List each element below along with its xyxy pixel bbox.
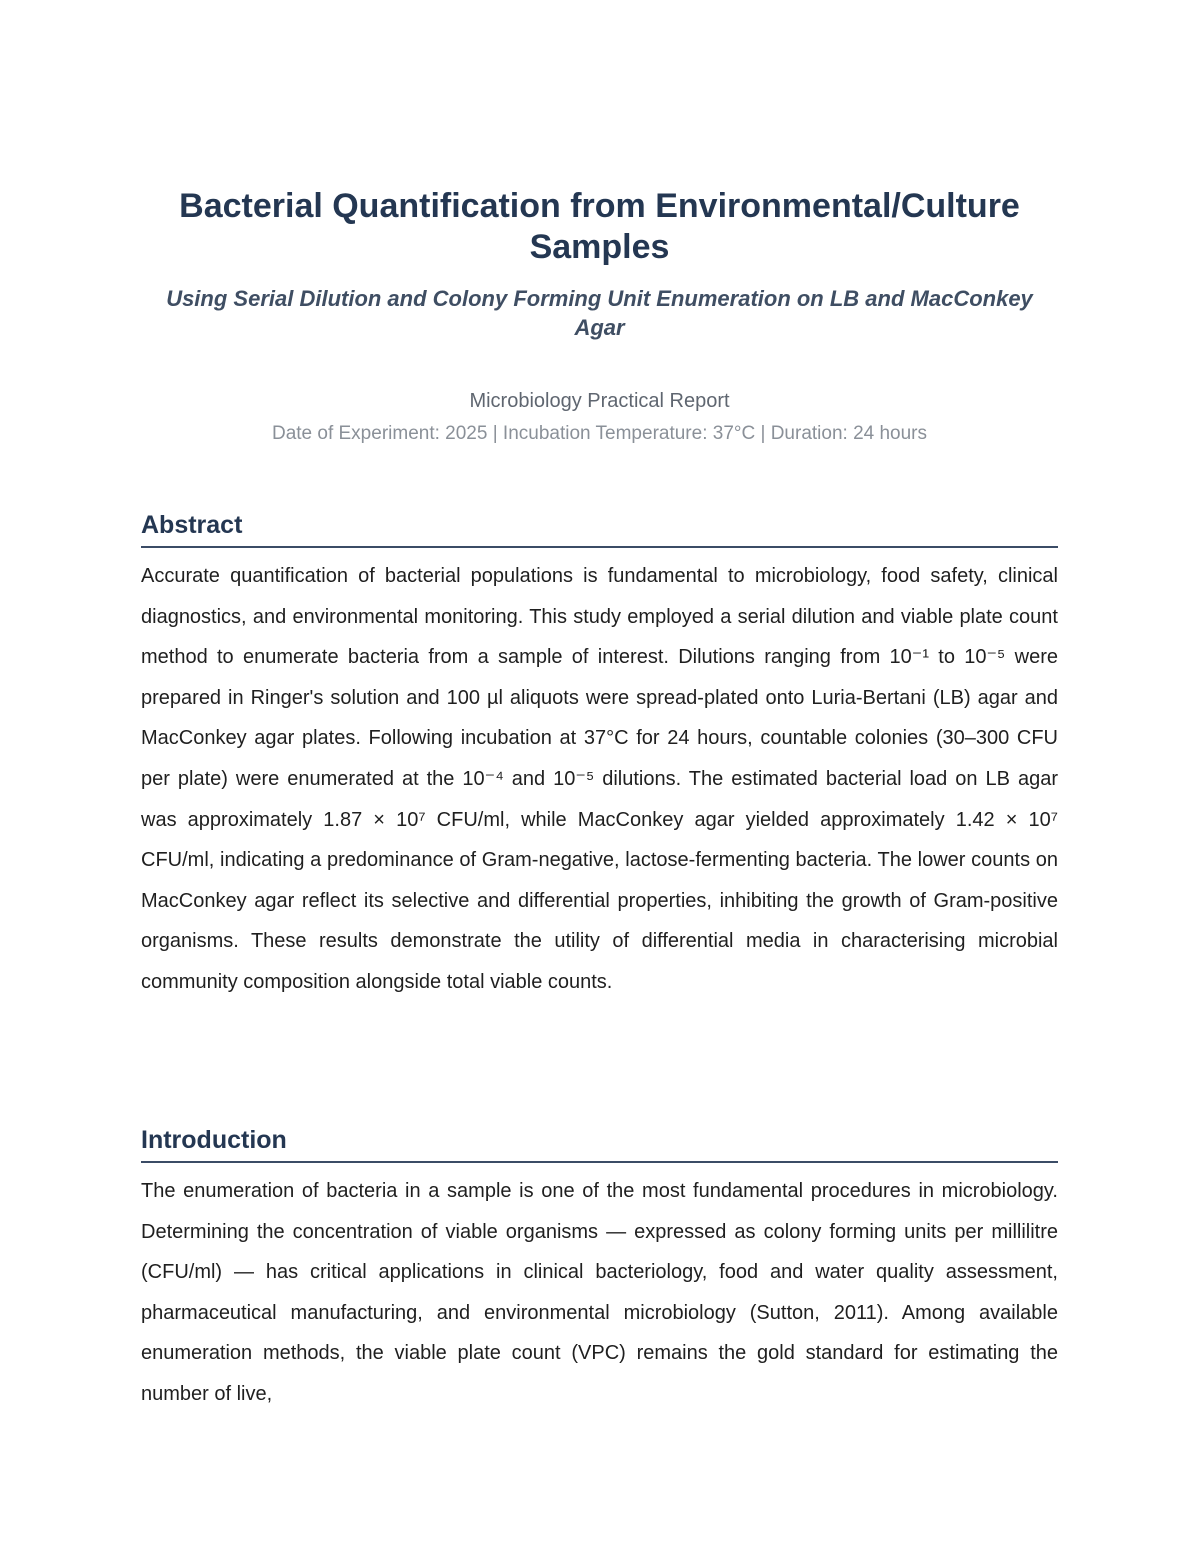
experiment-meta: Date of Experiment: 2025 | Incubation Temperature: 37°C | Duration: 24 hours [271, 423, 928, 444]
introduction-section [141, 1124, 1058, 1415]
title-block [141, 186, 1058, 447]
abstract-section [141, 509, 1058, 1003]
abstract-body: Accurate quantification of bacterial populations is fundamental to microbiology, food safety, clinical diagnostics, and environmental monitoring. This study employed a serial dilution and viable plate count method to enumerate bacteria from a sample of interest. Dilutions ranging from 10⁻¹ to 10⁻⁵ were prepared in Ringer's solution and 100 µl aliquots were spread-plated onto Luria-Bertani (LB) agar and MacConkey agar plates. Following incubation at 37°C for 24 hours, countable colonies (30–300 CFU per plate) were enumerated at the 10⁻⁴ and 10⁻⁵ dilutions. The estimated bacterial load on LB agar was approximately 1.87 × 10⁷ CFU/ml, while MacConkey agar yielded approximately 1.42 × 10⁷ CFU/ml, indicating a predominance of Gram-negative, lactose-fermenting bacteria. The lower counts on MacConkey agar reflect its selective and differential properties, inhibiting the growth of Gram-positive organisms. These results demonstrate the utility of differential media in characterising microbial community composition alongside total viable counts. [141, 565, 1058, 993]
introduction-heading: Introduction [141, 1124, 1058, 1163]
document-title: Bacterial Quantification from Environmental/Culture Samples [179, 187, 1020, 266]
abstract-heading: Abstract [141, 509, 1058, 548]
report-type: Microbiology Practical Report [469, 390, 730, 412]
introduction-body: The enumeration of bacteria in a sample is one of the most fundamental procedures in microbiology. Determining the concentration of viable organisms — expressed as colony forming units per millilitre (CFU/ml) — has critical applications in clinical bacteriology, food and water quality assessment, pharmaceutical manufacturing, and environmental microbiology (Sutton, 2011). Among available enumeration methods, the viable plate count (VPC) remains the gold standard for estimating the number of live, [141, 1180, 1058, 1405]
document-subtitle: Using Serial Dilution and Colony Forming Unit Enumeration on LB and MacConkey Agar [166, 286, 1033, 340]
